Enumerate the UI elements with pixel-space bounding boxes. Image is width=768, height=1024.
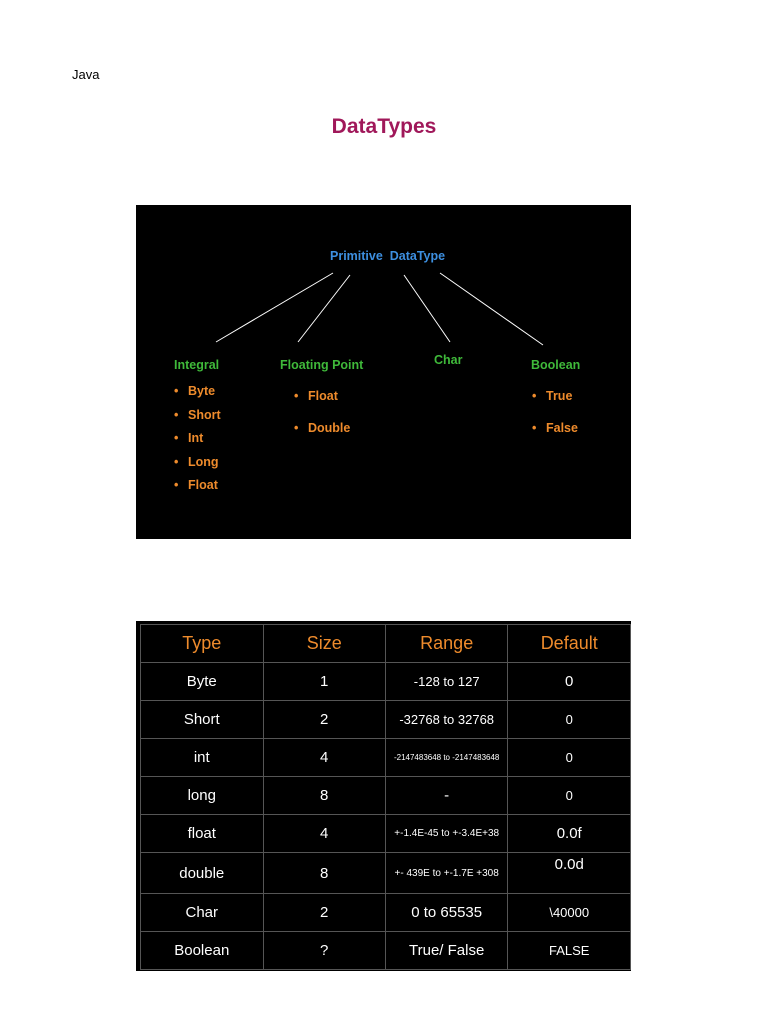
cell-size: 2 [263,894,385,932]
table-row [141,894,631,932]
cell-default: \40000 [508,894,631,932]
bullet: • [174,454,179,469]
category-boolean: Boolean [531,358,581,372]
cell-default: 0 [508,739,631,777]
cell-range: 0 to 65535 [385,894,508,932]
list-item: • Byte [174,384,216,398]
cell-default: 0.0d [508,853,631,894]
bullet: • [294,421,299,435]
cell-range: +- 439E to +-1.7E +308 [385,853,508,894]
cell-default: 0 [508,701,631,739]
table-row [141,815,631,853]
cell-size: 4 [263,815,385,853]
cell-type: long [141,777,264,815]
cell-size: 4 [263,739,385,777]
header-type: Type [141,625,264,663]
datatype-table [140,624,631,970]
bullet: • [532,389,537,403]
cell-type: int [141,739,264,777]
list-item: • Float [174,478,218,492]
boolean-items [532,389,578,453]
bullet: • [174,431,179,445]
cell-range: -128 to 127 [385,663,508,701]
cell-type: Boolean [141,932,264,970]
list-item: • Short [174,407,221,422]
cell-type: Short [141,701,264,739]
category-integral: Integral [174,358,220,372]
header-range: Range [385,625,508,663]
table-row [141,932,631,970]
connector-floating-point [298,275,350,342]
connector-integral [216,273,333,342]
list-item: • Int [174,431,204,445]
cell-type: Char [141,894,264,932]
bullet: • [532,421,537,435]
bullet: • [174,384,179,398]
cell-size: 8 [263,777,385,815]
cell-default: 0 [508,663,631,701]
category-floating-point: Floating Point [280,358,364,372]
floating-point-items [294,389,350,453]
connector-boolean [440,273,543,345]
cell-default: 0.0f [508,815,631,853]
root-node: Primitive DataType [330,249,446,263]
table-header-row [141,625,631,663]
table-row [141,739,631,777]
cell-range: -2147483648 to -2147483648 [385,739,508,777]
bullet: • [294,389,299,403]
cell-type: double [141,853,264,894]
list-item: • Long [174,454,219,469]
datatype-table-panel [136,621,631,971]
list-item: • False [532,421,578,435]
table-row [141,777,631,815]
bullet: • [174,407,179,422]
bullet: • [174,478,179,492]
cell-size: 1 [263,663,385,701]
page-header: Java [72,67,100,82]
cell-type: Byte [141,663,264,701]
cell-size: ? [263,932,385,970]
cell-type: float [141,815,264,853]
cell-range: - [385,777,508,815]
table-row [141,853,631,894]
list-item: • Double [294,421,351,435]
cell-range: -32768 to 32768 [385,701,508,739]
table-row [141,701,631,739]
cell-size: 2 [263,701,385,739]
primitive-datatype-diagram [136,205,631,539]
list-item: • True [532,389,573,403]
cell-range: True/ False [385,932,508,970]
cell-default: FALSE [508,932,631,970]
category-char: Char [434,353,463,367]
connector-char [404,275,450,342]
header-size: Size [263,625,385,663]
header-default: Default [508,625,631,663]
cell-default: 0 [508,777,631,815]
cell-range: +-1.4E-45 to +-3.4E+38 [385,815,508,853]
integral-items [174,384,221,502]
table-row [141,663,631,701]
cell-size: 8 [263,853,385,894]
page-title: DataTypes [331,115,437,138]
list-item: • Float [294,389,338,403]
